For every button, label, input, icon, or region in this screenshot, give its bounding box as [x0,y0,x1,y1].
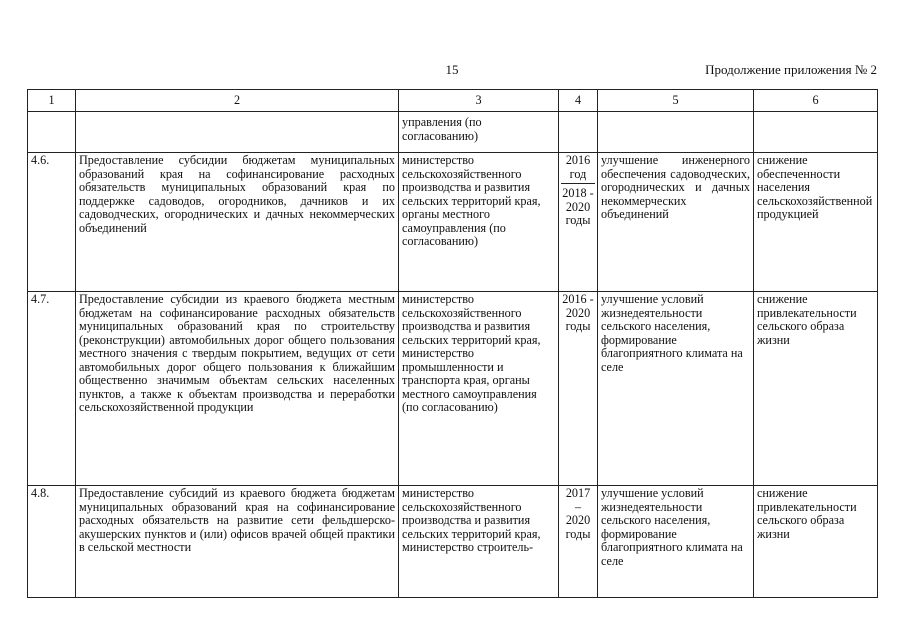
row-term: 2017 – 2020 годы [559,486,598,598]
row-executor: министерство сельскохозяйственного производства и развития сельских территорий края, министерство строитель- [399,486,559,598]
row-description: Предоставление субсидии бюджетам муниципальных образований края на софинансирование расходных обязательств муниципальных образований края по поддержке садоводов, огородников, дачников и их садоводческих, огороднических и дачных некоммерческих объединений [76,153,399,292]
table-row [28,486,878,598]
row-number: 4.8. [28,486,76,598]
row-executor: управления (по согласованию) [399,112,559,153]
term-split [561,154,595,228]
row-number: 4.6. [28,153,76,292]
column-header: 6 [754,90,878,112]
row-executor: министерство сельскохозяйственного производства и развития сельских территорий края, органы местного самоуправления (по согласованию) [399,153,559,292]
row-indicator: снижение привлекательности сельского образа жизни [754,292,878,486]
row-result: улучшение условий жизнедеятельности сельского населения, формирование благоприятного климата на селе [598,486,754,598]
row-term: 2016 - 2020 годы [559,292,598,486]
column-header: 1 [28,90,76,112]
row-description [76,112,399,153]
column-header: 4 [559,90,598,112]
row-executor: министерство сельскохозяйственного производства и развития сельских территорий края, министерство промышленности и транспорта края, органы местного самоуправления (по согласованию) [399,292,559,486]
row-number [28,112,76,153]
column-header: 2 [76,90,399,112]
row-result: улучшение условий жизнедеятельности сельского населения, формирование благоприятного климата на селе [598,292,754,486]
table-row [28,292,878,486]
row-description: Предоставление субсидий из краевого бюджета бюджетам муниципальных образований края на софинансирование расходных обязательств на развитие сети фельдшерско-акушерских пунктов и (или) офисов врачей общей практики в сельской местности [76,486,399,598]
row-result: улучшение инженерного обеспечения садоводческих, огороднических и дачных некоммерческих объединений [598,153,754,292]
row-indicator [754,112,878,153]
table-header-row [28,90,878,112]
row-indicator: снижение привлекательности сельского образа жизни [754,486,878,598]
row-result [598,112,754,153]
term-period: 2018 - 2020 годы [561,183,595,228]
row-indicator: снижение обеспеченности населения сельскохозяйственной продукцией [754,153,878,292]
table-row [28,112,878,153]
row-term [559,112,598,153]
row-term [559,153,598,292]
row-description: Предоставление субсидии из краевого бюджета местным бюджетам на софинансирование расходных обязательств муниципальных образований края по строительству (реконструкции) автомобильных дорог общего пользования местного значения с твердым покрытием, ведущих от сети автомобильных дорог общего пользования к ближайшим общественно значимым объектам сельских населенных пунктов, а также к объектам производства и переработки сельскохозяйственной продукции [76,292,399,486]
term-period: 2016 год [565,153,591,181]
row-number: 4.7. [28,292,76,486]
page-number: 15 [445,62,459,77]
measures-table [27,89,878,598]
continuation-note: Продолжение приложения № 2 [705,62,877,77]
column-header: 3 [399,90,559,112]
table-row [28,153,878,292]
column-header: 5 [598,90,754,112]
